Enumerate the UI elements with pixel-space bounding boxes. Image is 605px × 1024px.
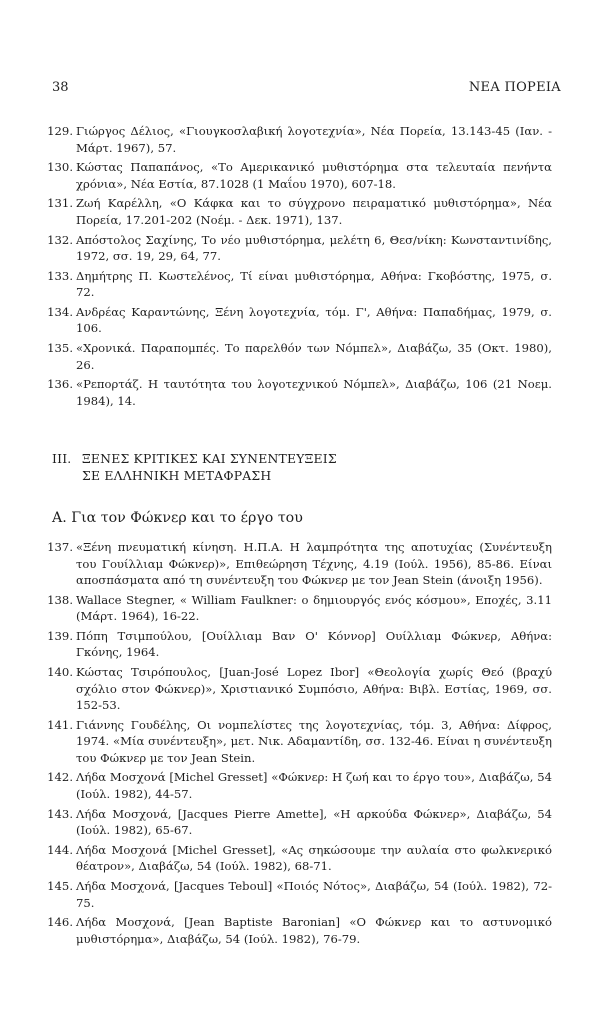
entry-text: «Ξένη πνευματική κίνηση. Η.Π.Α. Η λαμπρότητα της αποτυχίας (Συνέντευξη του Γουίλλιαμ Φώκνερ)», Επιθεώρηση Τέχνης, 4.19 (Ιούλ. 1956), 85-86. Είναι αποσπάσματα από τη συνέντευξη του Φώκνερ με τον Jean Stein (άνοιξη 1956).	[76, 540, 552, 587]
bibliography-entry	[47, 769, 552, 802]
page-number: 38	[52, 80, 69, 95]
entry-text: «Ρεπορτάζ. Η ταυτότητα του λογοτεχνικού Νόμπελ», Διαβάζω, 106 (21 Νοεμ. 1984), 14.	[76, 377, 552, 408]
entry-text: «Χρονικά. Παραπομπές. Το παρελθόν των Νόμπελ», Διαβάζω, 35 (Οκτ. 1980), 26.	[76, 341, 552, 372]
bibliography-entry	[47, 878, 552, 911]
entry-number: 134 .	[47, 304, 73, 321]
bibliography-entry	[47, 232, 552, 265]
entry-text: Ζωή Καρέλλη, «Ο Κάφκα και το σύγχρονο πειραματικό μυθιστόρημα», Νέα Πορεία, 17.201-202 (Νοέμ. - Δεκ. 1971), 137.	[76, 196, 552, 227]
entry-number: 141 .	[47, 717, 73, 734]
entry-number: 137 .	[47, 539, 73, 556]
entry-text: Κώστας Παπαπάνος, «Το Αμερικανικό μυθιστόρημα στα τελευταία πενήντα χρόνια», Νέα Εστία, 87.1028 (1 Μαΐου 1970), 607-18.	[76, 160, 552, 191]
entry-number: 136 .	[47, 376, 73, 393]
entry-text: Γιάννης Γουδέλης, Οι νομπελίστες της λογοτεχνίας, τόμ. 3, Αθήνα: Δίφρος, 1974. «Μία συνέντευξη», μετ. Νικ. Αδαμαντίδη, σσ. 132-46. Είναι η συνέντευξη του Φώκνερ με τον Jean Stein.	[76, 717, 552, 765]
bibliography-entry	[47, 664, 552, 714]
section-heading-line-1	[52, 450, 552, 467]
entry-number: 143 .	[47, 806, 73, 823]
bibliography-entry	[47, 628, 552, 661]
bibliography-entry	[47, 806, 552, 839]
bibliography-entry	[47, 376, 552, 409]
bibliography-entry	[47, 195, 552, 228]
running-header-title: ΝΕΑ ΠΟΡΕΙΑ	[468, 80, 561, 95]
entry-number: 129 .	[47, 123, 73, 140]
bibliography-entry	[47, 268, 552, 301]
entry-text: Πόπη Τσιμπούλου, [Ουίλλιαμ Βαν Ο' Κόννορ] Ουίλλιαμ Φώκνερ, Αθήνα: Γκόνης, 1964.	[76, 628, 552, 660]
entry-number: 130 .	[47, 159, 73, 176]
section-title-line-2: ΣΕ ΕΛΛΗΝΙΚΗ ΜΕΤΑΦΡΑΣΗ	[82, 468, 272, 483]
entry-text: Λήδα Μοσχονά, [Jacques Pierre Amette], «Η αρκούδα Φώκνερ», Διαβάζω, 54 (Ιούλ. 1982), 65-67.	[76, 806, 552, 838]
entry-number: 131 .	[47, 195, 73, 212]
entry-text: Δημήτρης Π. Κωστελένος, Τί είναι μυθιστόρημα, Αθήνα: Γκοβόστης, 1975, σ. 72.	[76, 268, 552, 300]
entry-text: Ανδρέας Καραντώνης, Ξένη λογοτεχνία, τόμ. Γ', Αθήνα: Παπαδήμας, 1979, σ. 106.	[76, 304, 552, 336]
entry-text: Γιώργος Δέλιος, «Γιουγκοσλαβική λογοτεχνία», Νέα Πορεία, 13.143-45 (Ιαν. - Μάρτ. 1967), 57.	[76, 124, 552, 155]
subsection-heading: Α. Για τον Φώκνερ και το έργο του	[52, 510, 303, 526]
bibliography-entry	[47, 159, 552, 192]
bibliography-entry	[47, 717, 552, 767]
entry-number: 142 .	[47, 769, 73, 786]
bibliography-list-foreign-criticism	[47, 539, 552, 950]
entry-number: 146 .	[47, 914, 73, 931]
entry-text: Λήδα Μοσχονά, [Jacques Teboul] «Ποιός Νότος», Διαβάζω, 54 (Ιούλ. 1982), 72-75.	[76, 879, 552, 910]
entry-number: 135 .	[47, 340, 73, 357]
entry-text: Λήδα Μοσχονά [Michel Gresset], «Ας σηκώσουμε την αυλαία στο φωλκνερικό θέατρον», Διαβάζω, 54 (Ιούλ. 1982), 68-71.	[76, 842, 552, 874]
entry-text: Λήδα Μοσχονά, [Jean Baptiste Baronian] «Ο Φώκνερ και το αστυνομικό μυθιστόρημα», Διαβάζω, 54 (Ιούλ. 1982), 76-79.	[76, 915, 552, 946]
bibliography-entry	[47, 539, 552, 589]
bibliography-entry	[47, 592, 552, 625]
entry-number: 145 .	[47, 878, 73, 895]
entry-text: Κώστας Τσιρόπουλος, [Juan-José Lopez Ibor] «Θεολογία χωρίς Θεό (βραχύ σχόλιο στον Φώκνερ)», Χριστιανικό Συμπόσιο, Αθήνα: Βιβλ. Εστίας, 1969, σσ. 152-53.	[76, 665, 552, 713]
bibliography-entry	[47, 340, 552, 373]
section-title-line-1: ΞΕΝΕΣ ΚΡΙΤΙΚΕΣ ΚΑΙ ΣΥΝΕΝΤΕΥΞΕΙΣ	[82, 451, 337, 466]
entry-number: 144 .	[47, 842, 73, 859]
bibliography-list-greek-studies	[47, 123, 552, 413]
bibliography-entry	[47, 304, 552, 337]
section-roman-numeral: III.	[52, 451, 72, 466]
bibliography-entry	[47, 914, 552, 947]
entry-number: 140 .	[47, 664, 73, 681]
entry-number: 132 .	[47, 232, 73, 249]
entry-number: 139 .	[47, 628, 73, 645]
entry-text: Wallace Stegner, « William Faulkner: ο δημιουργός ενός κόσμου», Εποχές, 3.11 (Μάρτ. 1964), 16-22.	[76, 592, 552, 624]
bibliography-entry	[47, 123, 552, 156]
entry-number: 138 .	[47, 592, 73, 609]
entry-number: 133 .	[47, 268, 73, 285]
entry-text: Απόστολος Σαχίνης, Το νέο μυθιστόρημα, μελέτη 6, Θεσ/νίκη: Κωνσταντινίδης, 1972, σσ. 19, 29, 64, 77.	[76, 232, 552, 264]
section-heading	[52, 450, 552, 484]
entry-text: Λήδα Μοσχονά [Michel Gresset] «Φώκνερ: Η ζωή και το έργο του», Διαβάζω, 54 (Ιούλ. 1982), 44-57.	[76, 770, 552, 801]
bibliography-entry	[47, 842, 552, 875]
